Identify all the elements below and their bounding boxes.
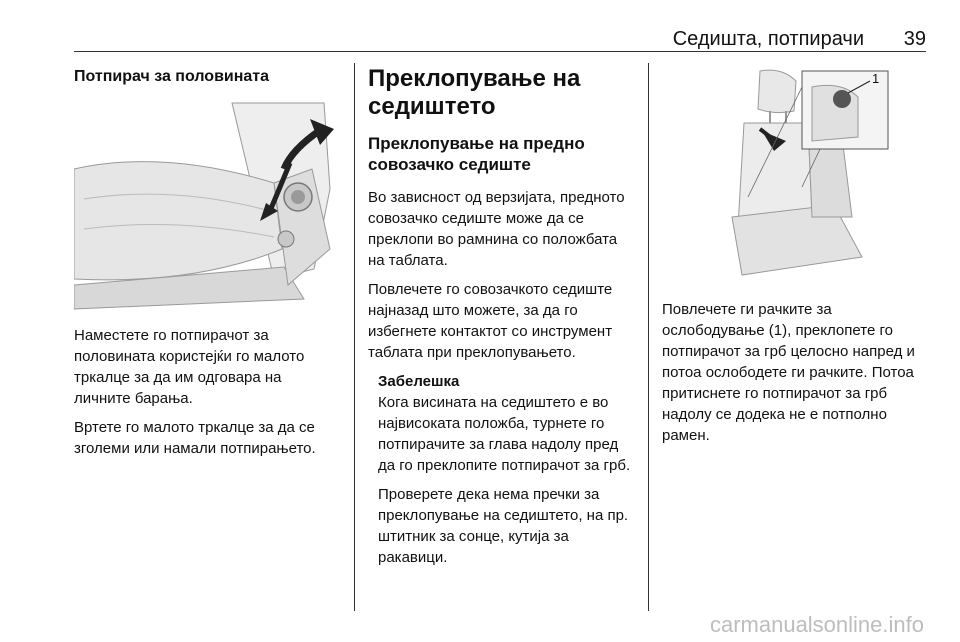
lumbar-support-illustration [74,99,340,311]
front-passenger-seat-subheading: Преклопување на предно совозачко седиште [368,134,585,174]
middle-column [368,63,634,568]
seat-folding-paragraph-2: Повлечете го совозачкото седиште најназад што можете, за да го избегнете контактот со инструмент таблата при преклопувањето. [368,281,613,361]
callout-number-1: 1 [872,71,880,86]
page-header [74,26,926,56]
column-divider-right [648,63,649,611]
lumbar-paragraph-2: Вртете го малото тркалце за да се зголеми или намали потпирањето. [74,419,316,457]
page-title: Седишта, потпирачи [672,28,864,50]
seat-folding-illustration [662,67,928,279]
note-paragraph-1: Кога висината на седиштето е во највисоката положба, турнете го потпирачите за глава надолу пред да го преклопите потпирачот за грб. [378,394,631,474]
lumbar-heading: Потпирач за половината [74,68,270,85]
seat-folding-paragraph-1: Во зависност од верзијата, предното совозачко седиште може да се преклопи во рамнина со положбата на таблата. [368,189,625,269]
right-column [662,63,928,446]
seat-folding-heading: Преклопување на седиштето [368,65,581,120]
watermark: carmanualsonline.info [709,612,924,637]
header-rule [74,51,926,52]
note-block [368,371,634,568]
left-column [74,63,340,459]
lumbar-paragraph-1: Наместете го потпирачот за половината користејќи го малото тркалце за да им одговара на личните барања. [74,327,305,407]
column-divider-left [354,63,355,611]
note-paragraph-2: Проверете дека нема пречки за преклопување на седиштето, на пр. штитник за сонце, кутија за ракавици. [378,486,629,566]
page-number: 39 [903,28,926,50]
note-label: Забелешка [378,373,460,390]
release-instructions-paragraph: Повлечете ги рачките за ослободување (1), преклопете го потпирачот за грб целосно напред и потоа ослободете ги рачките. Потоа притиснете го потпирачот за грб надолу се додека не е потполно рамен. [662,301,915,444]
